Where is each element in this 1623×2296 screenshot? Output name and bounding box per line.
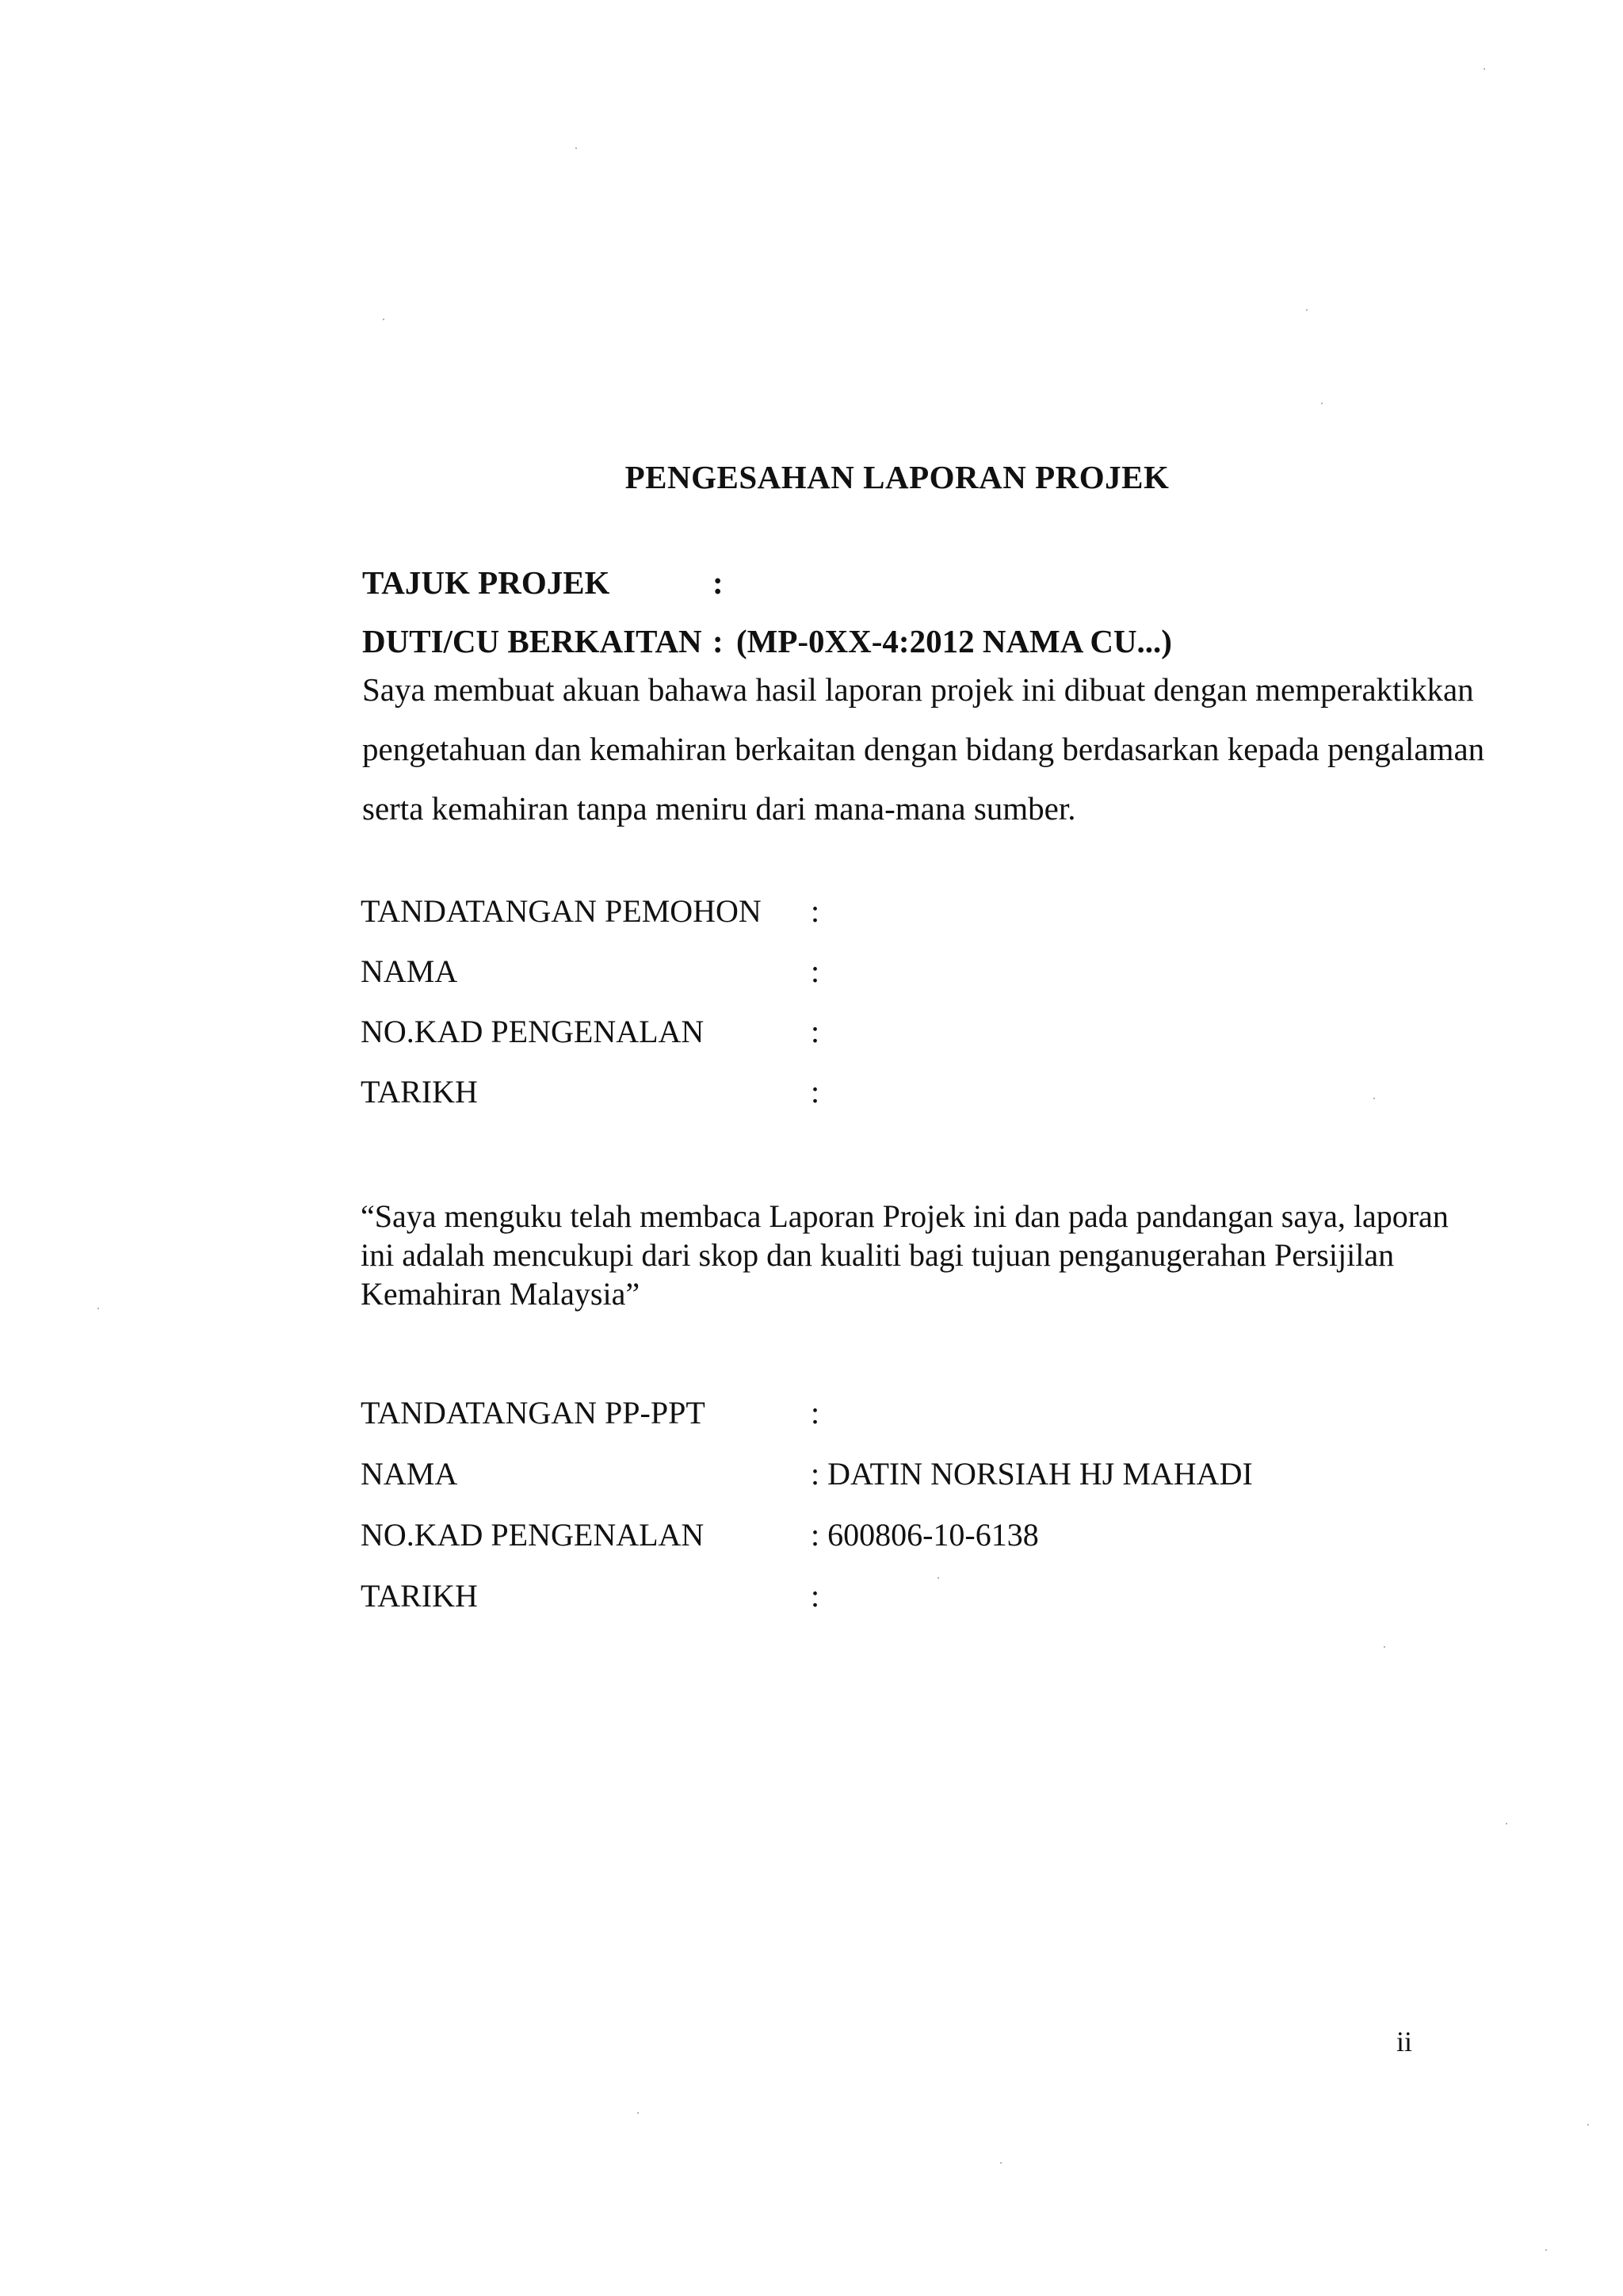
assessor-name-label: NAMA bbox=[361, 1456, 458, 1492]
assessor-statement-line: ini adalah mencukupi dari skop dan kualiti bagi tujuan penganugerahan Persijilan bbox=[361, 1237, 1395, 1273]
declaration-line: pengetahuan dan kemahiran berkaitan dengan bidang berdasarkan kepada pengalaman bbox=[362, 731, 1485, 767]
applicant-date-row bbox=[361, 1073, 820, 1110]
scan-speck bbox=[1000, 2162, 1002, 2164]
assessor-date-colon: : bbox=[811, 1578, 820, 1614]
applicant-signature-colon: : bbox=[811, 893, 820, 929]
scan-speck bbox=[1306, 309, 1308, 311]
scan-speck bbox=[1321, 403, 1323, 404]
applicant-name-label: NAMA bbox=[361, 953, 458, 989]
assessor-name-value: : DATIN NORSIAH HJ MAHADI bbox=[811, 1456, 1253, 1492]
project-title-colon: : bbox=[712, 564, 724, 601]
scan-speck bbox=[1545, 2249, 1547, 2251]
assessor-date-row bbox=[361, 1577, 820, 1614]
applicant-signature-row bbox=[361, 892, 820, 930]
applicant-signature-label: TANDATANGAN PEMOHON bbox=[361, 893, 762, 929]
scan-speck bbox=[1384, 1646, 1385, 1648]
scan-speck bbox=[1484, 68, 1485, 70]
assessor-ic-value: : 600806-10-6138 bbox=[811, 1517, 1039, 1553]
assessor-statement bbox=[361, 1197, 1486, 1313]
applicant-date-colon: : bbox=[811, 1074, 820, 1110]
duty-cu-row bbox=[362, 622, 1172, 660]
declaration-line: serta kemahiran tanpa meniru dari mana-mana sumber. bbox=[362, 790, 1076, 827]
scan-speck bbox=[97, 1308, 99, 1309]
applicant-date-label: TARIKH bbox=[361, 1074, 478, 1110]
duty-cu-colon: : bbox=[712, 623, 724, 659]
assessor-signature-row bbox=[361, 1394, 820, 1431]
applicant-name-colon: : bbox=[811, 953, 820, 989]
declaration-line: Saya membuat akuan bahawa hasil laporan projek ini dibuat dengan memperaktikkan bbox=[362, 671, 1474, 708]
scan-speck bbox=[1373, 1098, 1375, 1099]
assessor-statement-line: Kemahiran Malaysia” bbox=[361, 1276, 640, 1312]
applicant-ic-label: NO.KAD PENGENALAN bbox=[361, 1014, 705, 1049]
duty-cu-label: DUTI/CU BERKAITAN bbox=[362, 623, 702, 659]
assessor-ic-row bbox=[361, 1516, 1039, 1553]
page-title: PENGESAHAN LAPORAN PROJEK bbox=[624, 459, 1170, 495]
assessor-signature-colon: : bbox=[811, 1395, 820, 1431]
scan-speck bbox=[1587, 2124, 1589, 2126]
assessor-name-row bbox=[361, 1455, 1253, 1492]
assessor-statement-line: “Saya menguku telah membaca Laporan Projek ini dan pada pandangan saya, laporan bbox=[361, 1198, 1449, 1234]
applicant-ic-row bbox=[361, 1013, 820, 1050]
page-number: ii bbox=[1396, 2026, 1413, 2057]
scan-speck bbox=[575, 147, 577, 149]
project-title-label: TAJUK PROJEK bbox=[362, 564, 610, 601]
assessor-signature-label: TANDATANGAN PP-PPT bbox=[361, 1395, 705, 1431]
project-title-row bbox=[362, 563, 724, 602]
declaration-paragraph bbox=[362, 660, 1485, 839]
scan-speck bbox=[637, 2112, 639, 2114]
applicant-ic-colon: : bbox=[811, 1014, 820, 1049]
assessor-date-label: TARIKH bbox=[361, 1578, 478, 1614]
scan-speck bbox=[1506, 1823, 1507, 1824]
duty-cu-value: (MP-0XX-4:2012 NAMA CU...) bbox=[736, 623, 1172, 659]
assessor-ic-label: NO.KAD PENGENALAN bbox=[361, 1517, 705, 1553]
applicant-name-row bbox=[361, 953, 820, 990]
scan-speck bbox=[383, 319, 384, 320]
scan-speck bbox=[938, 1577, 939, 1579]
